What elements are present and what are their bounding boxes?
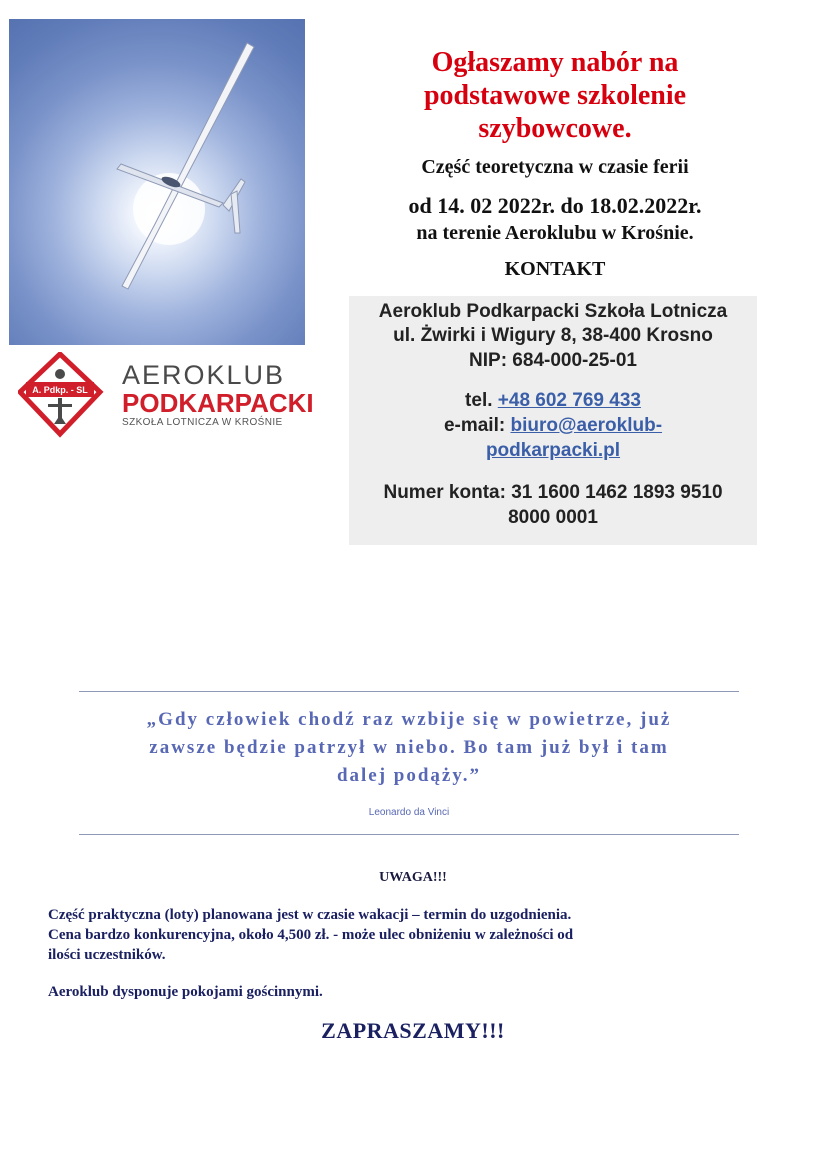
notice-paragraph-1	[48, 905, 788, 965]
logo-subtitle: SZKOŁA LOTNICZA W KROŚNIE	[122, 417, 283, 428]
email-link-part-1[interactable]: biuro@aeroklub-	[510, 415, 663, 436]
location-info: na terenie Aeroklubu w Krośnie.	[416, 222, 694, 244]
logo-word-podkarpacki: PODKARPACKI	[122, 388, 314, 418]
headline-line-1: Ogłaszamy nabór na	[431, 47, 679, 78]
contact-address: ul. Żwirki i Wigury 8, 38-400 Krosno	[393, 325, 713, 346]
date-range: od 14. 02 2022r. do 18.02.2022r.	[408, 193, 702, 218]
logo-word-aeroklub: AEROKLUB	[122, 360, 286, 390]
glider-icon	[9, 19, 305, 345]
phone-label: tel.	[465, 390, 493, 411]
notice-heading: UWAGA!!!	[379, 870, 447, 885]
quote-line-1: „Gdy człowiek chodź raz wzbije się w powietrze, już	[146, 709, 672, 730]
notice-p1-line-2: Cena bardzo konkurencyjna, około 4,500 zł. - może ulec obniżeniu w zależności od	[48, 927, 574, 943]
theory-info: Część teoretyczna w czasie ferii	[421, 156, 689, 178]
contact-org: Aeroklub Podkarpacki Szkoła Lotnicza	[378, 301, 728, 322]
phone-link[interactable]: +48 602 769 433	[497, 390, 641, 411]
closing-invitation: ZAPRASZAMY!!!	[321, 1018, 505, 1043]
contact-box	[349, 296, 757, 545]
notice-p1-line-3: ilości uczestników.	[48, 947, 166, 963]
headline-line-3: szybowcowe.	[478, 113, 632, 144]
quote-line-3: dalej podąży.”	[336, 765, 482, 786]
email-label: e-mail:	[443, 415, 506, 436]
email-link-part-2[interactable]: podkarpacki.pl	[485, 440, 621, 461]
notice-p1-line-1: Część praktyczna (loty) planowana jest w czasie wakacji – termin do uzgodnienia.	[48, 907, 572, 923]
contact-email-row-2	[349, 440, 757, 462]
contact-heading: KONTAKT	[504, 258, 606, 280]
logo-badge-text: A. Pdkp. - SL	[32, 385, 88, 395]
notice-paragraph-2: Aeroklub dysponuje pokojami gościnnymi.	[48, 984, 323, 1000]
aeroklub-emblem-icon	[18, 352, 108, 438]
glider-photo	[9, 19, 305, 345]
aeroklub-logo	[18, 352, 314, 438]
announcement-headline	[340, 46, 770, 145]
contact-email-row	[349, 415, 757, 437]
quote-top-divider	[79, 691, 739, 692]
quote-author: Leonardo da Vinci	[368, 807, 450, 818]
contact-phone-row	[349, 390, 757, 412]
account-number-line-1: Numer konta: 31 1600 1462 1893 9510	[383, 482, 723, 503]
headline-line-2: podstawowe szkolenie	[423, 80, 687, 111]
quote	[79, 706, 739, 790]
contact-nip: NIP: 684-000-25-01	[469, 350, 637, 371]
account-number-line-2: 8000 0001	[508, 507, 598, 528]
quote-bottom-divider	[79, 834, 739, 835]
quote-line-2: zawsze będzie patrzył w niebo. Bo tam już był i tam	[149, 737, 669, 758]
